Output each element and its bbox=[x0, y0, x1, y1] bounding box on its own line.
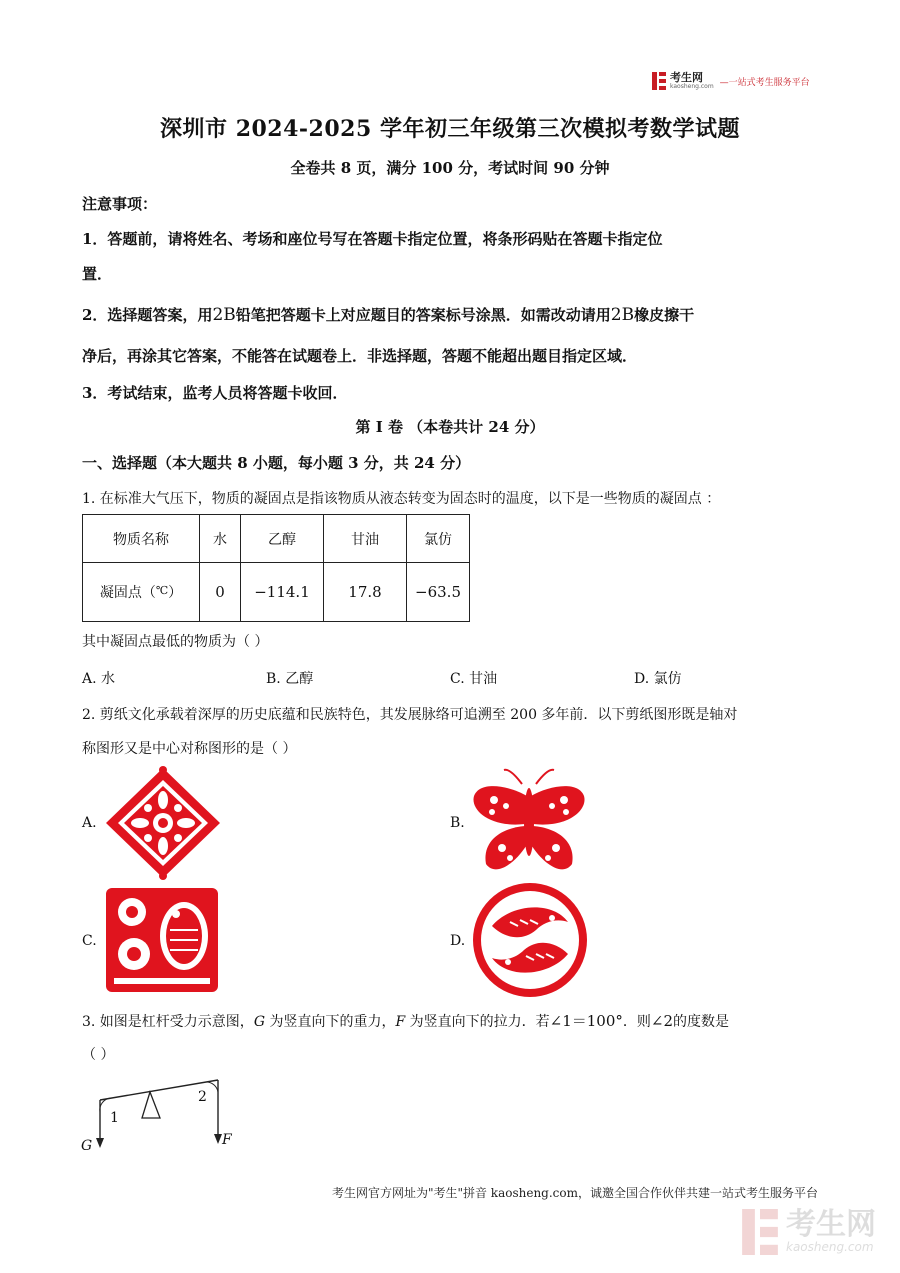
q3-symbol-f: F bbox=[395, 1014, 406, 1030]
q2-option-a-label: A. bbox=[82, 815, 97, 831]
brand-header bbox=[652, 72, 810, 90]
q2-line-2: 称图形又是中心对称图形的是（ ） bbox=[82, 741, 297, 757]
q1-option-b: B. 乙醇 bbox=[266, 671, 314, 687]
lever-diagram bbox=[78, 1072, 248, 1162]
notes-item-1-line-2: 置． bbox=[82, 265, 113, 283]
papercut-diamond-flower-icon bbox=[104, 766, 222, 880]
papercut-twin-fish-circle-icon bbox=[470, 882, 590, 998]
q1-option-d: D. 氯仿 bbox=[634, 671, 682, 687]
kaosheng-logo-icon bbox=[652, 72, 666, 90]
notes-heading: 注意事项： bbox=[82, 195, 158, 213]
footer-text: 考生网官方网址为"考生"拼音 kaosheng.com，诚邀全国合作伙伴共建一站式考生服务平台 bbox=[331, 1186, 818, 1200]
q1-th-substance: 物质名称 bbox=[83, 515, 200, 563]
lever-label-f: F bbox=[222, 1132, 232, 1148]
brand-name: 考生网 bbox=[670, 71, 703, 84]
notes-item-2-line-1: 2．选择题答案，用2B铅笔把答题卡上对应题目的答案标号涂黑．如需改动请用2B橡皮擦干 bbox=[82, 305, 695, 325]
section-heading: 一、选择题（本大题共 8 小题，每小题 3 分，共 24 分） bbox=[82, 454, 471, 472]
notes-item-3: 3．考试结束，监考人员将答题卡收回． bbox=[82, 384, 348, 402]
lever-label-2: 2 bbox=[198, 1089, 207, 1105]
watermark-logo-icon bbox=[740, 1209, 780, 1255]
q1-table-header-row bbox=[83, 515, 470, 563]
q1-table-value-row bbox=[83, 563, 470, 622]
watermark-name: 考生网 bbox=[786, 1207, 876, 1242]
exam-subtitle: 全卷共 8 页，满分 100 分，考试时间 90 分钟 bbox=[290, 159, 610, 177]
q2-option-b-label: B. bbox=[450, 815, 465, 831]
q3-symbol-g: G bbox=[253, 1014, 265, 1030]
brand-url: kaosheng.com bbox=[670, 83, 714, 90]
pencil-grade-2: 2B bbox=[610, 305, 635, 325]
brand-slogan: —一站式考生服务平台 bbox=[719, 77, 810, 88]
part-title: 第 I 卷 （本卷共计 24 分） bbox=[355, 418, 545, 436]
papercut-fish-square-icon bbox=[104, 884, 220, 996]
q3-angle-1: ∠1＝100° bbox=[549, 1012, 623, 1030]
q3-line-1: 3. 如图是杠杆受力示意图，G 为竖直向下的重力，F 为竖直向下的拉力．若∠1＝100°．则∠2的度数是 bbox=[82, 1012, 729, 1030]
q1-row-label: 凝固点（℃） bbox=[83, 563, 200, 622]
exam-title: 深圳市 2024-2025 学年初三年级第三次模拟考数学试题 bbox=[160, 116, 740, 142]
q1-question: 其中凝固点最低的物质为（ ） bbox=[82, 634, 269, 650]
q1-value-chloroform: −63.5 bbox=[407, 563, 470, 622]
q1-th-water: 水 bbox=[200, 515, 241, 563]
watermark-url: kaosheng.com bbox=[786, 1240, 874, 1254]
q2-option-c-label: C. bbox=[82, 933, 97, 949]
q1-option-c: C. 甘油 bbox=[450, 671, 498, 687]
q1-value-ethanol: −114.1 bbox=[241, 563, 324, 622]
notes-item-1-line-1: 1．答题前，请将姓名、考场和座位号写在答题卡指定位置，将条形码贴在答题卡指定位 bbox=[82, 230, 663, 248]
q3-line-2: （ ） bbox=[82, 1047, 115, 1063]
q1-table-wrap bbox=[82, 514, 470, 622]
notes-item-2-line-2: 净后，再涂其它答案，不能答在试题卷上．非选择题，答题不能超出题目指定区域． bbox=[82, 347, 638, 365]
q3-angle-2: ∠2 bbox=[650, 1012, 673, 1030]
lever-label-g: G bbox=[81, 1138, 93, 1154]
q1-th-glycerol: 甘油 bbox=[324, 515, 407, 563]
q1-option-a: A. 水 bbox=[82, 671, 116, 687]
lever-label-1: 1 bbox=[110, 1110, 119, 1126]
q2-option-d-label: D. bbox=[450, 933, 466, 949]
q1-stem: 1. 在标准大气压下，物质的凝固点是指该物质从液态转变为固态时的温度，以下是一些物质的凝固点 ： bbox=[82, 491, 721, 507]
papercut-butterfly-icon bbox=[470, 766, 588, 880]
q1-value-water: 0 bbox=[200, 563, 241, 622]
pencil-grade: 2B bbox=[212, 305, 236, 325]
q1-value-glycerol: 17.8 bbox=[324, 563, 407, 622]
q1-table bbox=[82, 514, 470, 622]
q2-line-1: 2. 剪纸文化承载着深厚的历史底蕴和民族特色，其发展脉络可追溯至 200 多年前．以下剪纸图形既是轴对 bbox=[82, 707, 738, 723]
watermark bbox=[740, 1209, 876, 1255]
q1-th-chloroform: 氯仿 bbox=[407, 515, 470, 563]
q1-th-ethanol: 乙醇 bbox=[241, 515, 324, 563]
